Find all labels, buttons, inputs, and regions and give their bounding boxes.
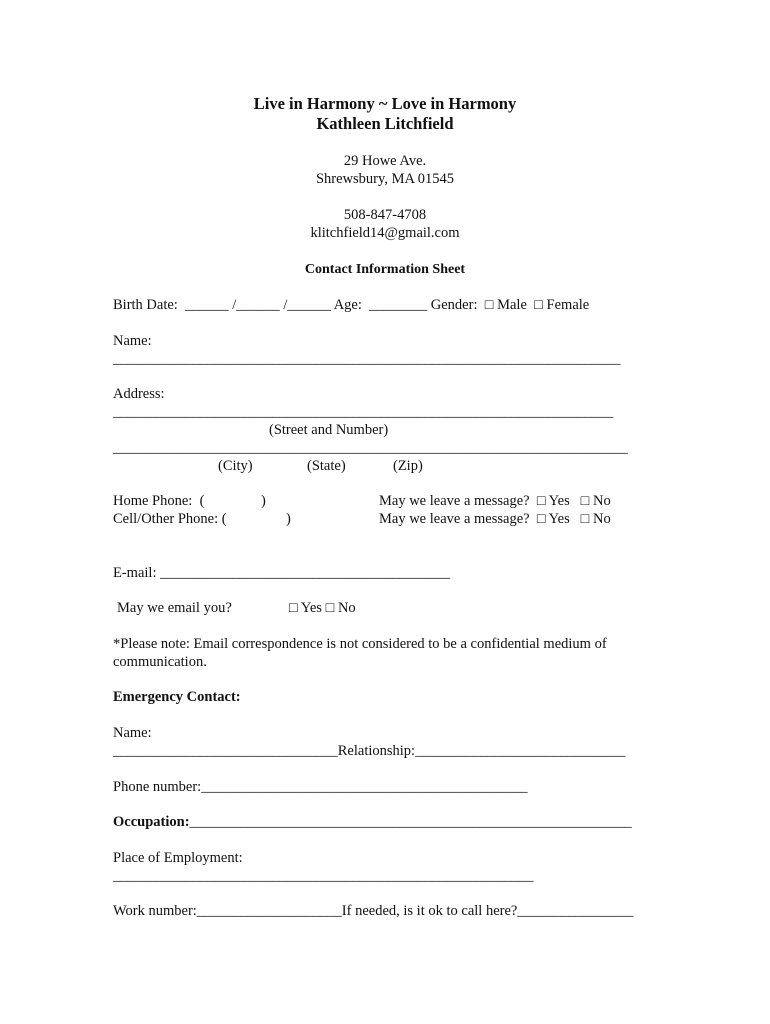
address-street-blank[interactable]: _____________________________________________________________________ xyxy=(113,404,614,420)
address-line-1: 29 Howe Ave. xyxy=(343,153,427,169)
home-message-question[interactable]: May we leave a message? □ Yes □ No xyxy=(379,493,611,509)
city-caption: (City) xyxy=(218,458,253,474)
emergency-name-relationship-line[interactable]: _______________________________Relationship:_____________________________ xyxy=(113,743,626,759)
email-note-line-2: communication. xyxy=(113,654,207,670)
title-line-1: Live in Harmony ~ Love in Harmony xyxy=(253,94,517,113)
address-city-blank[interactable]: _______________________________________________________________________ xyxy=(113,440,628,456)
name-blank[interactable]: ______________________________________________________________________ xyxy=(113,351,621,367)
occupation-label: Occupation: xyxy=(113,814,190,830)
phone-number: 508-847-4708 xyxy=(343,207,427,223)
email-line[interactable]: E-mail: ________________________________________ xyxy=(113,565,451,581)
work-number-line[interactable]: Work number:____________________If needed, is it ok to call here?________________ xyxy=(113,903,634,919)
email-note-line-1: *Please note: Email correspondence is not considered to be a confidential medium of xyxy=(113,636,607,652)
cell-phone-close: ) xyxy=(286,511,291,527)
home-phone-label[interactable]: Home Phone: ( xyxy=(113,493,205,509)
emergency-contact-heading: Emergency Contact: xyxy=(113,689,241,705)
emergency-phone-line[interactable]: Phone number:_____________________________________________ xyxy=(113,779,528,795)
place-of-employment-blank[interactable]: __________________________________________________________ xyxy=(113,868,534,884)
cell-message-question[interactable]: May we leave a message? □ Yes □ No xyxy=(379,511,611,527)
occupation-line[interactable] xyxy=(113,815,632,830)
email-address: klitchfield14@gmail.com xyxy=(310,225,460,241)
email-permission-options[interactable]: □ Yes □ No xyxy=(289,600,356,616)
home-phone-close: ) xyxy=(261,493,266,509)
sheet-title: Contact Information Sheet xyxy=(304,262,466,277)
address-line-2: Shrewsbury, MA 01545 xyxy=(315,171,455,187)
email-permission-question: May we email you? xyxy=(117,600,232,616)
name-label: Name: xyxy=(113,333,152,349)
street-caption: (Street and Number) xyxy=(269,422,389,438)
birth-date-age-gender-line[interactable]: Birth Date: ______ /______ /______ Age: ________ Gender: □ Male □ Female xyxy=(113,297,590,313)
occupation-blank[interactable]: _____________________________________________________________ xyxy=(189,814,632,830)
place-of-employment-label: Place of Employment: xyxy=(113,850,243,866)
address-label: Address: xyxy=(113,386,165,402)
zip-caption: (Zip) xyxy=(393,458,423,474)
state-caption: (State) xyxy=(307,458,346,474)
cell-phone-label[interactable]: Cell/Other Phone: ( xyxy=(113,511,227,527)
title-line-2: Kathleen Litchfield xyxy=(316,114,454,133)
emergency-name-label: Name: xyxy=(113,725,152,741)
